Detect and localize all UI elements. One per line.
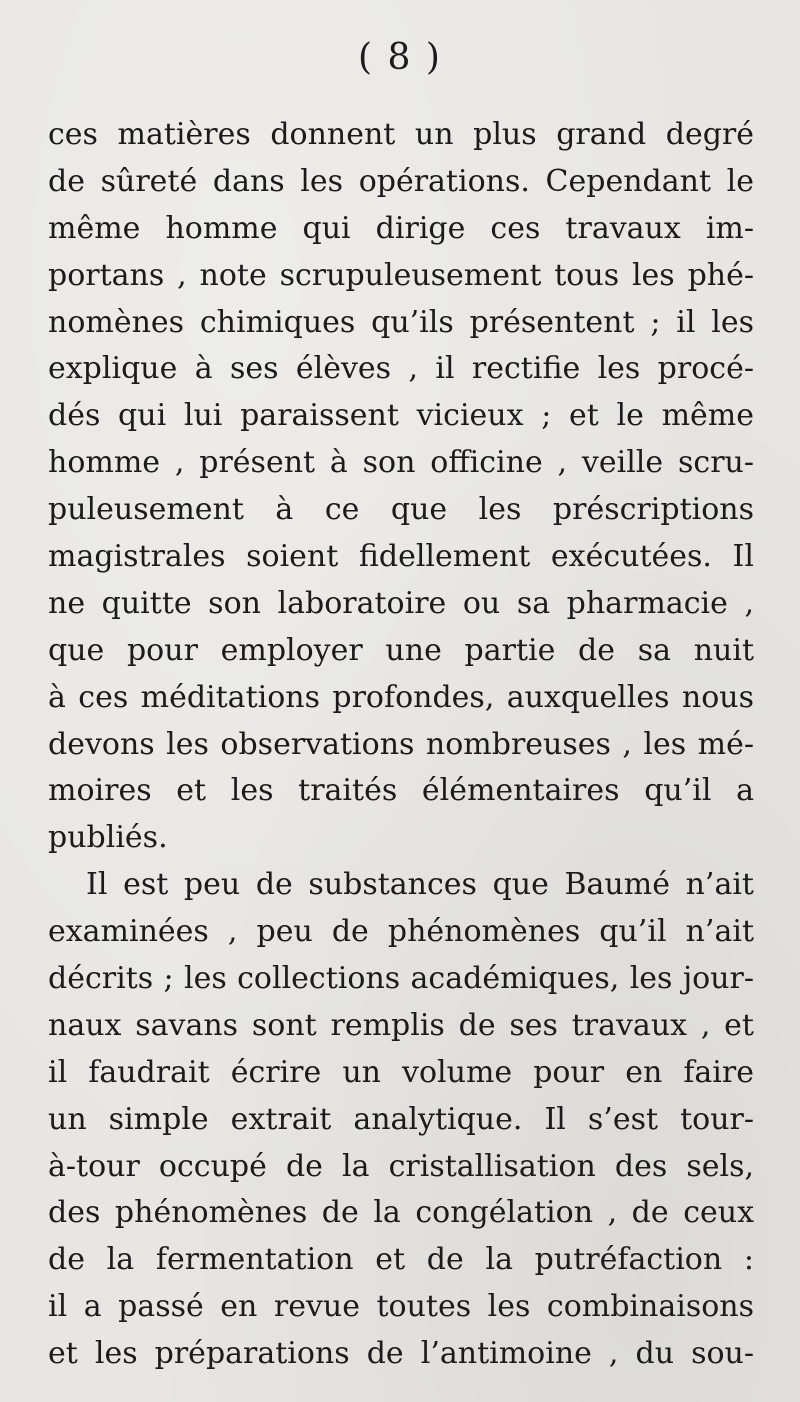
text-line: examinées , peu de phénomènes qu’il n’ait bbox=[48, 914, 754, 950]
text-line: naux savans sont remplis de ses travaux , et bbox=[48, 1007, 754, 1043]
text-line: il faudrait écrire un volume pour en faire bbox=[48, 1054, 754, 1090]
body-text bbox=[48, 112, 754, 1378]
text-line: de la fermentation et de la putréfaction : bbox=[48, 1242, 754, 1278]
text-line: et les préparations de l’antimoine , du sou- bbox=[48, 1336, 754, 1372]
text-line: à-tour occupé de la cristallisation des sels, bbox=[48, 1148, 754, 1184]
text-line: nomènes chimiques qu’ils présentent ; il les bbox=[48, 304, 754, 340]
text-line: un simple extrait analytique. Il s’est tour- bbox=[48, 1101, 754, 1137]
text-line: à ces méditations profondes, auxquelles nous bbox=[48, 679, 754, 715]
text-line: homme , présent à son officine , veille scru- bbox=[48, 445, 754, 481]
text-line: que pour employer une partie de sa nuit bbox=[48, 632, 754, 668]
text-line: ces matières donnent un plus grand degré bbox=[48, 117, 754, 152]
text-line: portans , note scrupuleusement tous les phé- bbox=[48, 257, 754, 293]
text-line: puleusement à ce que les préscriptions bbox=[48, 492, 754, 528]
text-line: devons les observations nombreuses , les mé- bbox=[48, 726, 754, 762]
page-number: ( 8 ) bbox=[358, 37, 442, 78]
text-line: dés qui lui paraissent vicieux ; et le même bbox=[48, 398, 754, 434]
text-line: ne quitte son laboratoire ou sa pharmacie , bbox=[48, 585, 754, 621]
text-line: même homme qui dirige ces travaux im- bbox=[48, 210, 754, 246]
text-line: de sûreté dans les opérations. Cependant le bbox=[48, 163, 754, 199]
text-line: explique à ses élèves , il rectifie les procé- bbox=[48, 351, 754, 387]
text-line: décrits ; les collections académiques, les jour- bbox=[48, 961, 754, 997]
text-line: il a passé en revue toutes les combinaisons bbox=[48, 1289, 754, 1325]
paragraph-start-line: Il est peu de substances que Baumé n’ait bbox=[86, 867, 754, 903]
text-line: des phénomènes de la congélation , de ceux bbox=[48, 1195, 754, 1231]
text-line: moires et les traités élémentaires qu’il a bbox=[48, 773, 754, 809]
text-line: magistrales soient fidellement exécutées. Il bbox=[48, 539, 754, 575]
paragraph-end-line: publiés. bbox=[48, 820, 168, 856]
